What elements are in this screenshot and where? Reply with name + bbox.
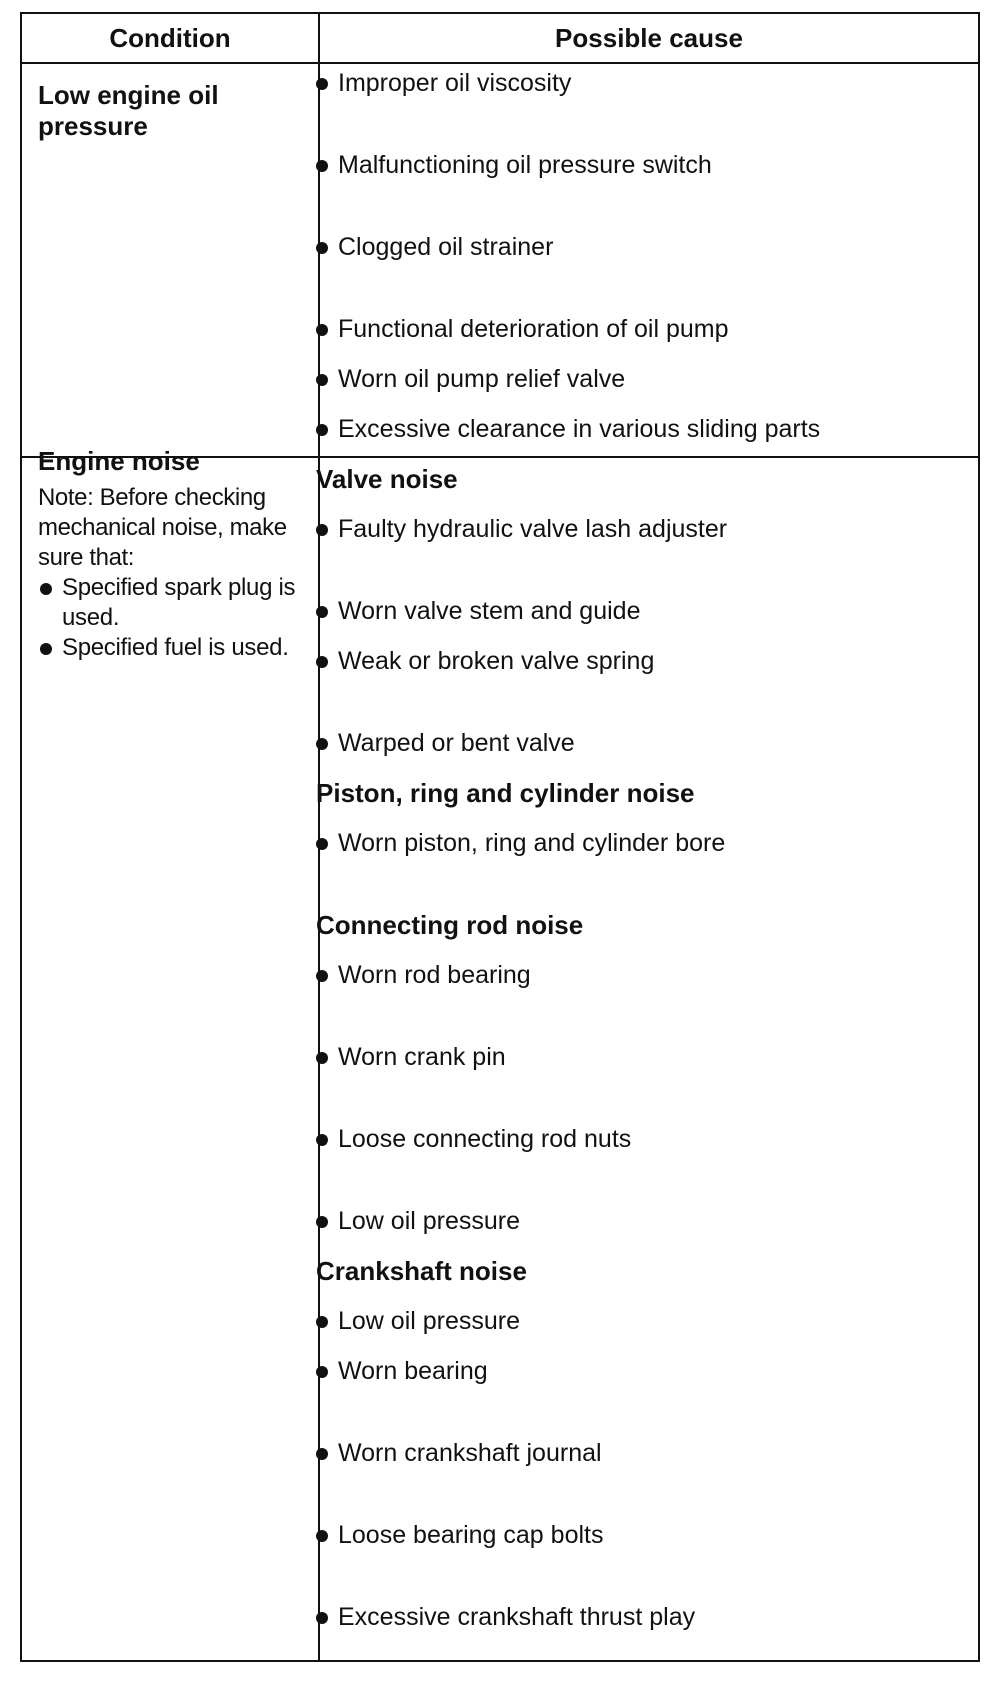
cause-item: Weak or broken valve spring	[316, 646, 654, 676]
cause-item: Worn bearing	[316, 1356, 488, 1386]
cause-item: Low oil pressure	[316, 1206, 520, 1236]
cause-group-heading: Crankshaft noise	[316, 1256, 527, 1286]
cause-item: Warped or bent valve	[316, 728, 575, 758]
header-condition: Condition	[109, 23, 231, 53]
cause-item: Worn rod bearing	[316, 960, 531, 990]
condition-note: Note: Before checking mechanical noise, make sure that:	[38, 484, 287, 571]
cause-item: Excessive clearance in various sliding parts	[316, 414, 820, 444]
header-possible-cause: Possible cause	[555, 23, 743, 53]
cause-item: Worn piston, ring and cylinder bore	[316, 828, 725, 858]
condition-cell	[38, 80, 308, 142]
condition-cell	[38, 446, 308, 663]
note-item: Specified fuel is used.	[38, 633, 308, 663]
cause-item: Loose connecting rod nuts	[316, 1124, 631, 1154]
cause-item: Faulty hydraulic valve lash adjuster	[316, 514, 727, 544]
cause-item: Functional deterioration of oil pump	[316, 314, 729, 344]
note-list	[38, 573, 308, 663]
header-divider	[22, 62, 978, 64]
cause-item: Excessive crankshaft thrust play	[316, 1602, 695, 1632]
cause-item: Improper oil viscosity	[316, 68, 571, 98]
cause-item: Clogged oil strainer	[316, 232, 553, 262]
condition-title: Low engine oil pressure	[38, 80, 219, 141]
cause-item: Worn valve stem and guide	[316, 596, 640, 626]
cause-item: Loose bearing cap bolts	[316, 1520, 603, 1550]
cause-group-heading: Valve noise	[316, 464, 458, 494]
note-item: Specified spark plug is used.	[38, 573, 308, 633]
cause-group-heading: Connecting rod noise	[316, 910, 584, 940]
cause-item: Worn crankshaft journal	[316, 1438, 602, 1468]
cause-item: Worn oil pump relief valve	[316, 364, 625, 394]
cause-item: Worn crank pin	[316, 1042, 506, 1072]
cause-item: Malfunctioning oil pressure switch	[316, 150, 712, 180]
cause-group-heading: Piston, ring and cylinder noise	[316, 778, 695, 808]
cause-item: Low oil pressure	[316, 1306, 520, 1336]
condition-title: Engine noise	[38, 446, 200, 476]
